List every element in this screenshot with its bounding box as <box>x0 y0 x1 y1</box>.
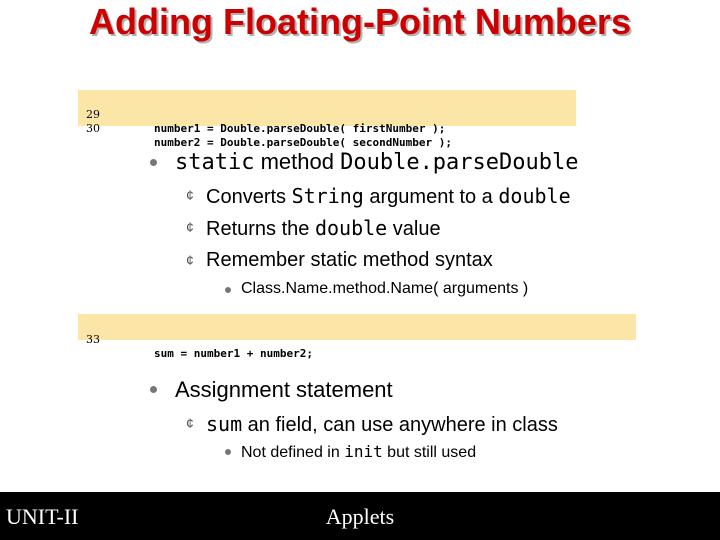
sub-sub-bullet-init <box>241 442 476 462</box>
code-text: number2 = Double.parseDouble( secondNumber ); <box>154 136 453 149</box>
footer-topic: Applets <box>325 504 395 529</box>
text-method: method <box>254 149 341 174</box>
code-text: number1 = Double.parseDouble( firstNumber ); <box>154 122 446 135</box>
code-string: String <box>291 184 364 208</box>
line-number: 29 <box>86 108 100 121</box>
code-sum: sum <box>206 412 243 436</box>
line-number: 33 <box>86 333 100 346</box>
code-double: double <box>314 216 388 240</box>
footer-unit: UNIT-II <box>6 504 79 529</box>
code-block-1 <box>78 90 576 149</box>
code-text: sum = number1 + number2; <box>154 347 313 360</box>
code-init: init <box>344 442 383 461</box>
ring-bullet-icon: ¢ <box>186 415 194 431</box>
sub-bullet-remember <box>206 249 493 272</box>
ring-bullet-icon: ¢ <box>186 252 194 268</box>
ring-bullet-icon: ¢ <box>186 219 194 235</box>
sub-bullet-sum-field <box>206 412 558 437</box>
text: Not defined in <box>241 444 345 461</box>
sub-bullet-returns <box>206 216 441 241</box>
bullet-assignment: Assignment statement <box>175 377 393 402</box>
bullet-dot <box>150 386 157 393</box>
code-static: static <box>175 150 255 175</box>
bullet-static-method <box>175 149 579 175</box>
text: value <box>387 218 441 240</box>
code-block-2 <box>78 314 636 360</box>
footer-bar <box>0 492 720 540</box>
bullet-dot <box>225 449 231 455</box>
line-number: 30 <box>86 122 100 135</box>
text: Converts <box>206 186 292 208</box>
code-double: double <box>498 184 571 208</box>
ring-bullet-icon: ¢ <box>186 187 194 203</box>
bullet-dot <box>225 287 231 293</box>
text: an field, can use anywhere in class <box>242 414 558 436</box>
text: Remember static method syntax <box>206 249 493 271</box>
code-parse-double: Double.parseDouble <box>340 150 579 175</box>
slide-title: Adding Floating-Point Numbers <box>89 1 631 42</box>
code-line <box>78 319 636 360</box>
sub-sub-bullet-syntax: Class.Name.method.Name( arguments ) <box>241 280 529 297</box>
text: argument to a <box>363 186 499 208</box>
text: Returns the <box>206 218 315 240</box>
text: but still used <box>382 444 477 461</box>
sub-bullet-converts <box>206 184 571 209</box>
bullet-dot <box>150 159 157 166</box>
